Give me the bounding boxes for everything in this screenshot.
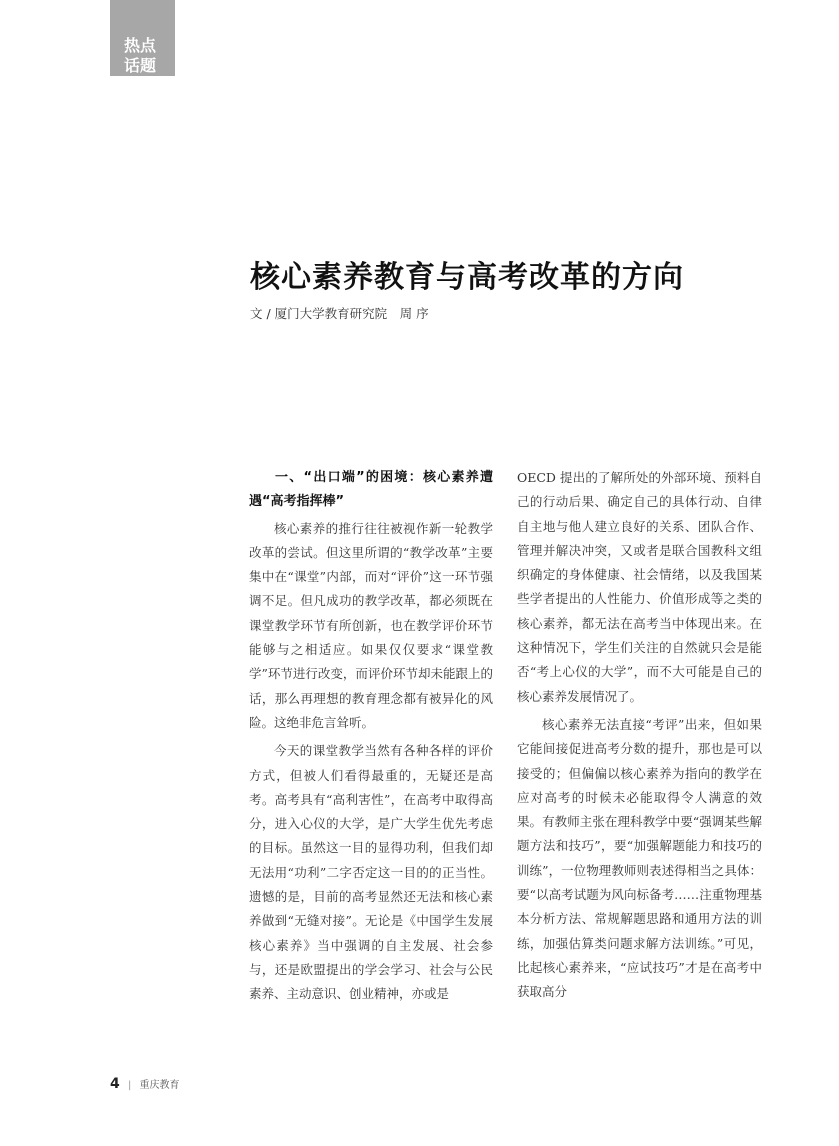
section-tag	[110, 0, 175, 76]
right-column	[517, 466, 762, 1009]
body-paragraph: 核心素养无法直接“考评”出来，但如果它能间接促进高考分数的提升，那也是可以接受的；但偏偏以核心素养为指向的教学在应对高考的时候未必能取得令人满意的效果。有教师主张在理科教学中要“强调某些解题方法和技巧”，要“加强解题能力和技巧的训练”，一位物理教师则表述得相当之具体：要“以高考试题为风向标备考……注重物理基本分析方法、常规解题思路和通用方法的训练，加强估算类问题求解方法训练。”可见，比起核心素养来，“应试技巧”才是在高考中获取高分	[517, 716, 762, 1000]
magazine-name: 重庆教育	[139, 1080, 180, 1091]
footer-separator: |	[127, 1080, 132, 1091]
body-paragraph: 核心素养的推行往往被视作新一轮教学改革的尝试。但这里所谓的“教学改革”主要集中在“课堂”内部，而对“评价”这一环节强调不足。但凡成功的教学改革，都必须既在课堂教学环节有所创新，也在教学评价环节能够与之相适应。如果仅仅要求“课堂教学”环节进行改变，而评价环节却未能跟上的话，那么再理想的教育理念都有被异化的风险。这绝非危言耸听。	[249, 520, 493, 730]
article-byline: 文 / 厦门大学教育研究院 周 序	[250, 306, 429, 321]
page-number: 4	[110, 1076, 120, 1092]
body-paragraph: OECD 提出的了解所处的外部环境、预料自己的行动后果、确定自己的具体行动、自律自主地与他人建立良好的关系、团队合作、管理并解决冲突，又或者是联合国教科文组织确定的身体健康、社会情绪，以及我国某些学者提出的人性能力、价值形成等之类的核心素养，都无法在高考当中体现出来。在这种情况下，学生们关注的自然就只会是能否“考上心仪的大学”，而不大可能是自己的核心素养发展情况了。	[517, 470, 762, 704]
section-tag-line1: 热点	[124, 36, 157, 55]
section-heading: 一、“出口端”的困境：核心素养遭遇“高考指挥棒”	[249, 470, 493, 510]
section-tag-line2: 话题	[124, 56, 157, 75]
page-footer	[110, 1076, 180, 1092]
article-title: 核心素养教育与高考改革的方向	[250, 260, 684, 295]
left-column	[249, 466, 493, 1011]
body-paragraph: 今天的课堂教学当然有各种各样的评价方式，但被人们看得最重的，无疑还是高考。高考具有“高利害性”，在高考中取得高分，进入心仪的大学，是广大学生优先考虑的目标。虽然这一目的显得功利，但我们却无法用“功利”二字否定这一目的的正当性。遗憾的是，目前的高考显然还无法和核心素养做到“无缝对接”。无论是《中国学生发展核心素养》当中强调的自主发展、社会参与，还是欧盟提出的学会学习、社会与公民素养、主动意识、创业精神，亦或是	[249, 743, 493, 1002]
